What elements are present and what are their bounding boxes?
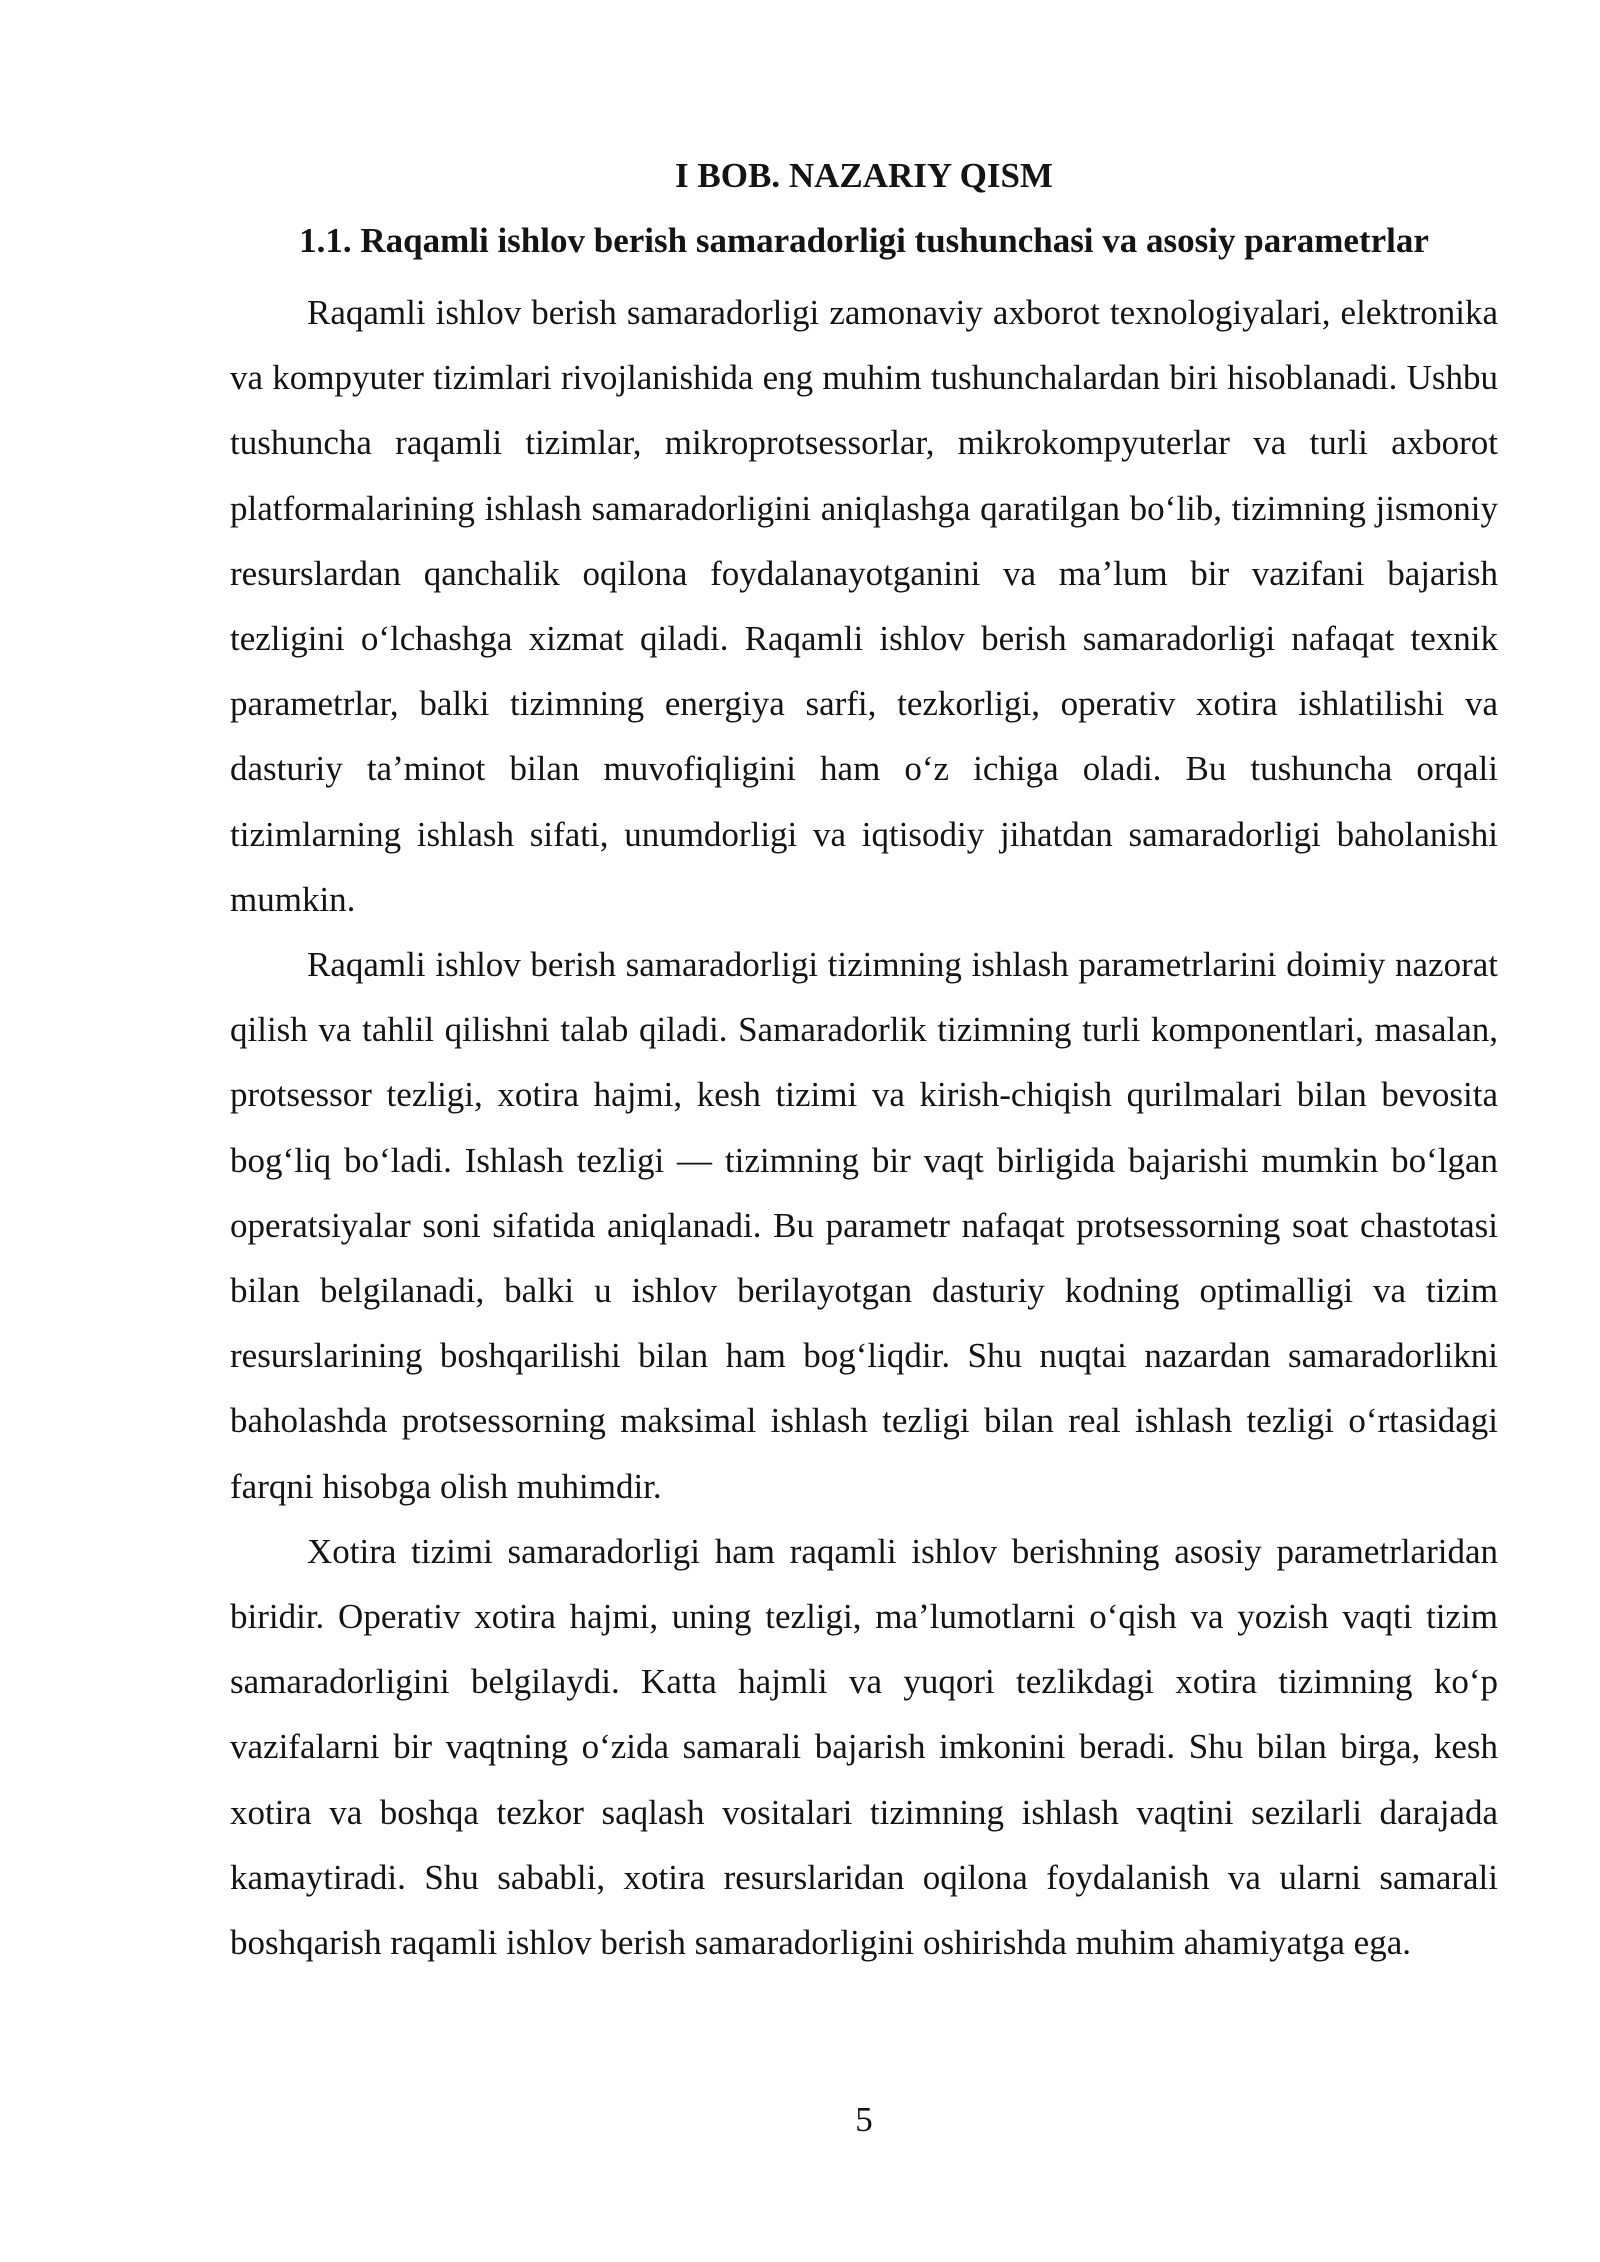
- paragraph-1: Raqamli ishlov berish samaradorligi zamonaviy axborot texnologiyalari, elektronika va kompyuter tizimlari rivojlanishida eng muhim tushunchalardan biri hisoblanadi. Ushbu tushuncha raqamli tizimlar, mikroprotsessorlar, mikrokompyuterlar va turli axborot platformalarining ishlash samaradorligini aniqlashga qaratilgan boʻlib, tizimning jismoniy resurslardan qanchalik oqilona foydalanayotganini va maʼlum bir vazifani bajarish tezligini oʻlchashga xizmat qiladi. Raqamli ishlov berish samaradorligi nafaqat texnik parametrlar, balki tizimning energiya sarfi, tezkorligi, operativ xotira ishlatilishi va dasturiy taʼminot bilan muvofiqligini ham oʻz ichiga oladi. Bu tushuncha orqali tizimlarning ishlash sifati, unumdorligi va iqtisodiy jihatdan samaradorligi baholanishi mumkin.: [230, 293, 1498, 919]
- section-title: 1.1. Raqamli ishlov berish samaradorligi tushunchasi va asosiy parametrlar: [299, 221, 1429, 260]
- chapter-title: I BOB. NAZARIY QISM: [675, 156, 1053, 195]
- page-number: 5: [855, 2100, 873, 2139]
- document-page: [230, 0, 1498, 2262]
- paragraph-2: Raqamli ishlov berish samaradorligi tizimning ishlash parametrlarini doimiy nazorat qilish va tahlil qilishni talab qiladi. Samaradorlik tizimning turli komponentlari, masalan, protsessor tezligi, xotira hajmi, kesh tizimi va kirish-chiqish qurilmalari bilan bevosita bogʻliq boʻladi. Ishlash tezligi — tizimning bir vaqt birligida bajarishi mumkin boʻlgan operatsiyalar soni sifatida aniqlanadi. Bu parametr nafaqat protsessorning soat chastotasi bilan belgilanadi, balki u ishlov berilayotgan dasturiy kodning optimalligi va tizim resurslarining boshqarilishi bilan ham bogʻliqdir. Shu nuqtai nazardan samaradorlikni baholashda protsessorning maksimal ishlash tezligi bilan real ishlash tezligi oʻrtasidagi farqni hisobga olish muhimdir.: [230, 945, 1498, 1506]
- body-text: [230, 280, 1498, 1975]
- paragraph-3: Xotira tizimi samaradorligi ham raqamli ishlov berishning asosiy parametrlaridan biridir. Operativ xotira hajmi, uning tezligi, maʼlumotlarni oʻqish va yozish vaqti tizim samaradorligini belgilaydi. Katta hajmli va yuqori tezlikdagi xotira tizimning koʻp vazifalarni bir vaqtning oʻzida samarali bajarish imkonini beradi. Shu bilan birga, kesh xotira va boshqa tezkor saqlash vositalari tizimning ishlash vaqtini sezilarli darajada kamaytiradi. Shu sababli, xotira resurslaridan oqilona foydalanish va ularni samarali boshqarish raqamli ishlov berish samaradorligini oshirishda muhim ahamiyatga ega.: [230, 1531, 1498, 1963]
